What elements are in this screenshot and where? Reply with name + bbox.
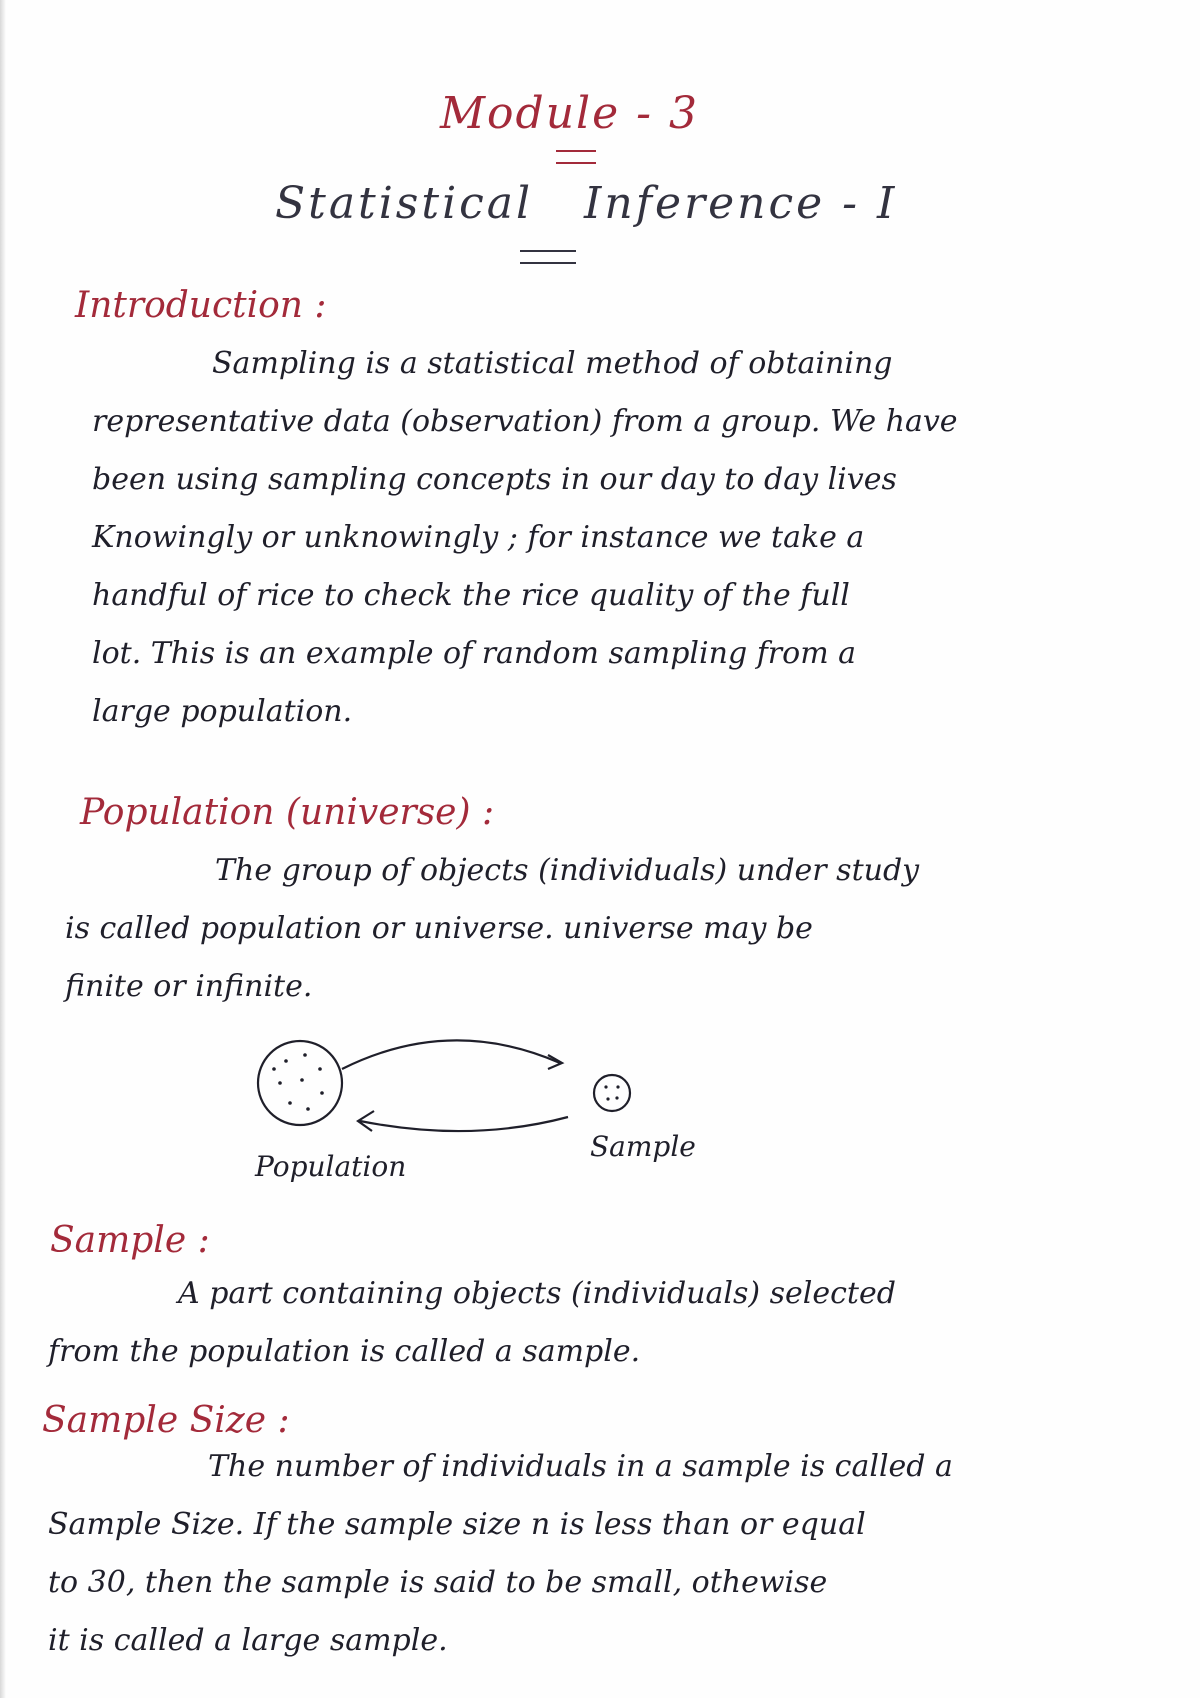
population-heading: Population (universe) : (80, 792, 495, 833)
population-label: Population (255, 1150, 407, 1183)
population-line: finite or infinite. (65, 969, 313, 1004)
sample-size-line: it is called a large sample. (48, 1623, 448, 1658)
page-title-underline (520, 250, 576, 264)
population-paragraph (65, 842, 919, 1016)
sample-paragraph (48, 1265, 896, 1381)
introduction-line: lot. This is an example of random sampling from a (92, 636, 857, 671)
population-dots (272, 1053, 324, 1111)
population-sample-diagram (250, 1025, 770, 1195)
population-line: The group of objects (individuals) under study (215, 853, 920, 888)
population-circle (258, 1041, 342, 1125)
sample-label: Sample (590, 1130, 696, 1163)
sample-circle (594, 1075, 630, 1111)
introduction-heading: Introduction : (75, 285, 327, 326)
module-title: Module - 3 (440, 88, 699, 139)
sample-size-line: to 30, then the sample is said to be small, othewise (48, 1565, 828, 1600)
page-edge-shadow (0, 0, 6, 1698)
sample-line: A part containing objects (individuals) selected (178, 1276, 896, 1311)
introduction-line: Sampling is a statistical method of obtaining (212, 346, 893, 381)
arrow-to-population (360, 1117, 568, 1131)
sample-dots (604, 1085, 619, 1100)
introduction-line: Knowingly or unknowingly ; for instance we take a (92, 520, 865, 555)
introduction-line: representative data (observation) from a group. We have (92, 404, 958, 439)
sample-heading: Sample : (50, 1220, 210, 1261)
sample-line: from the population is called a sample. (48, 1334, 641, 1369)
arrow-to-sample (342, 1040, 560, 1069)
sample-size-paragraph (48, 1438, 953, 1670)
sample-size-heading: Sample Size : (42, 1400, 290, 1441)
sample-size-line: The number of individuals in a sample is called a (208, 1449, 953, 1484)
sample-size-line: Sample Size. If the sample size n is less than or equal (48, 1507, 866, 1542)
population-line: is called population or universe. universe may be (65, 911, 813, 946)
page-title: Statistical Inference - I (275, 178, 898, 229)
introduction-line: been using sampling concepts in our day to day lives (92, 462, 897, 497)
introduction-line: handful of rice to check the rice quality of the full (92, 578, 850, 613)
module-title-underline (556, 150, 596, 164)
introduction-line: large population. (92, 694, 353, 729)
introduction-paragraph (92, 335, 958, 741)
